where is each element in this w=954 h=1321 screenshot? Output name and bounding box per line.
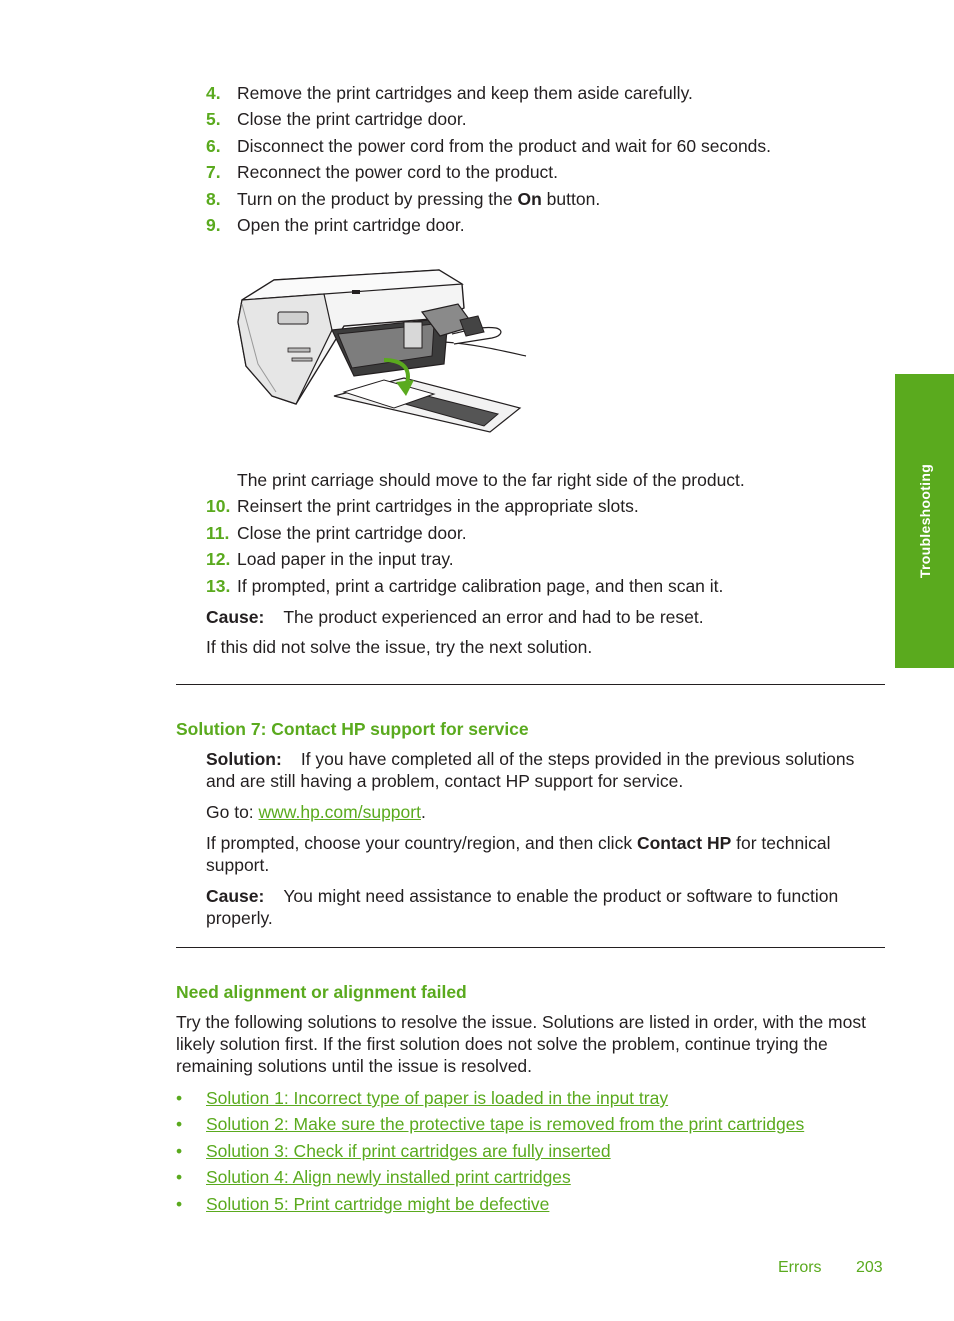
step-number: 5. bbox=[206, 109, 221, 129]
goto-period: . bbox=[420, 802, 426, 822]
troubleshooting-side-tab bbox=[895, 374, 954, 668]
list-item bbox=[176, 1140, 611, 1162]
list-item bbox=[176, 1166, 571, 1188]
step-number: 13. bbox=[206, 576, 231, 596]
goto-label: Go to: bbox=[206, 802, 259, 822]
cause-text: The product experienced an error and had to be reset. bbox=[283, 607, 704, 627]
step-8 bbox=[206, 188, 600, 210]
step-number: 9. bbox=[206, 215, 221, 235]
step-number: 8. bbox=[206, 189, 221, 209]
step-text: Reinsert the print cartridges in the appropriate slots. bbox=[237, 496, 639, 516]
section-divider bbox=[176, 947, 885, 948]
printer-illustration bbox=[234, 264, 530, 436]
step-number: 11. bbox=[206, 523, 230, 543]
step-number: 10. bbox=[206, 496, 231, 516]
bullet: • bbox=[176, 1088, 183, 1108]
on-button-label: On bbox=[517, 189, 542, 209]
list-item bbox=[176, 1193, 549, 1215]
cause-text: You might need assistance to enable the product or software to function properly. bbox=[206, 886, 839, 928]
step-12 bbox=[206, 548, 454, 570]
step-text: Disconnect the power cord from the product and wait for 60 seconds. bbox=[237, 136, 772, 156]
step-13 bbox=[206, 575, 723, 597]
step-text: Remove the print cartridges and keep them aside carefully. bbox=[237, 83, 693, 103]
solution-1-link[interactable]: Solution 1: Incorrect type of paper is loaded in the input tray bbox=[206, 1088, 669, 1108]
step-text: Close the print cartridge door. bbox=[237, 109, 467, 129]
list-item bbox=[176, 1087, 668, 1109]
prompt-text-before: If prompted, choose your country/region, and then click bbox=[206, 833, 637, 853]
solution-text: If you have completed all of the steps provided in the previous solutions and are still having a problem, contact HP support for service. bbox=[206, 749, 855, 791]
step-number: 12. bbox=[206, 549, 231, 569]
hp-support-link[interactable]: www.hp.com/support bbox=[258, 802, 421, 822]
step-11 bbox=[206, 522, 467, 544]
solution-label: Solution: bbox=[206, 749, 282, 769]
next-solution-text: If this did not solve the issue, try the next solution. bbox=[206, 637, 593, 657]
list-item bbox=[176, 1113, 804, 1135]
alignment-heading: Need alignment or alignment failed bbox=[176, 982, 467, 1002]
step-6 bbox=[206, 135, 771, 157]
prompt-text-after: for technical support. bbox=[206, 833, 831, 875]
step-5 bbox=[206, 108, 467, 130]
solution-7-body bbox=[206, 748, 886, 792]
bullet: • bbox=[176, 1194, 183, 1214]
step-number: 7. bbox=[206, 162, 221, 182]
step-text-before: Turn on the product by pressing the bbox=[237, 189, 518, 209]
cause-assistance bbox=[206, 885, 886, 929]
step-text-after: button. bbox=[541, 189, 601, 209]
bullet: • bbox=[176, 1167, 183, 1187]
step-10 bbox=[206, 495, 639, 517]
step-text: Close the print cartridge door. bbox=[237, 523, 467, 543]
solution-3-link[interactable]: Solution 3: Check if print cartridges are fully inserted bbox=[206, 1141, 611, 1161]
step-number: 6. bbox=[206, 136, 221, 156]
step-text: Reconnect the power cord to the product. bbox=[237, 162, 559, 182]
solution-2-link[interactable]: Solution 2: Make sure the protective tape is removed from the print cartridges bbox=[206, 1114, 805, 1134]
step-text: Open the print cartridge door. bbox=[237, 215, 465, 235]
contact-hp-label: Contact HP bbox=[636, 833, 732, 853]
cause-label: Cause: bbox=[206, 886, 265, 906]
solution-7-heading: Solution 7: Contact HP support for service bbox=[176, 719, 529, 739]
bullet: • bbox=[176, 1141, 183, 1161]
cause-reset bbox=[206, 606, 886, 628]
page-number: 203 bbox=[856, 1259, 883, 1276]
section-divider bbox=[176, 684, 885, 685]
step-7 bbox=[206, 161, 558, 183]
carriage-note: The print carriage should move to the far right side of the product. bbox=[237, 470, 745, 490]
step-9 bbox=[206, 214, 465, 236]
goto-line bbox=[206, 801, 886, 823]
bullet: • bbox=[176, 1114, 183, 1134]
step-text: If prompted, print a cartridge calibration page, and then scan it. bbox=[237, 576, 724, 596]
solution-5-link[interactable]: Solution 5: Print cartridge might be defective bbox=[206, 1194, 550, 1214]
side-tab-label: Troubleshooting bbox=[916, 463, 933, 579]
prompt-paragraph bbox=[206, 832, 886, 876]
alignment-intro: Try the following solutions to resolve the issue. Solutions are listed in order, with the most likely solution first. If the first solution does not solve the problem, continue trying the remaining solutions until the issue is resolved. bbox=[176, 1012, 866, 1076]
solution-4-link[interactable]: Solution 4: Align newly installed print cartridges bbox=[206, 1167, 571, 1187]
step-4 bbox=[206, 82, 693, 104]
step-text: Load paper in the input tray. bbox=[237, 549, 454, 569]
step-number: 4. bbox=[206, 83, 221, 103]
cause-label: Cause: bbox=[206, 607, 265, 627]
footer-section: Errors bbox=[778, 1259, 822, 1276]
